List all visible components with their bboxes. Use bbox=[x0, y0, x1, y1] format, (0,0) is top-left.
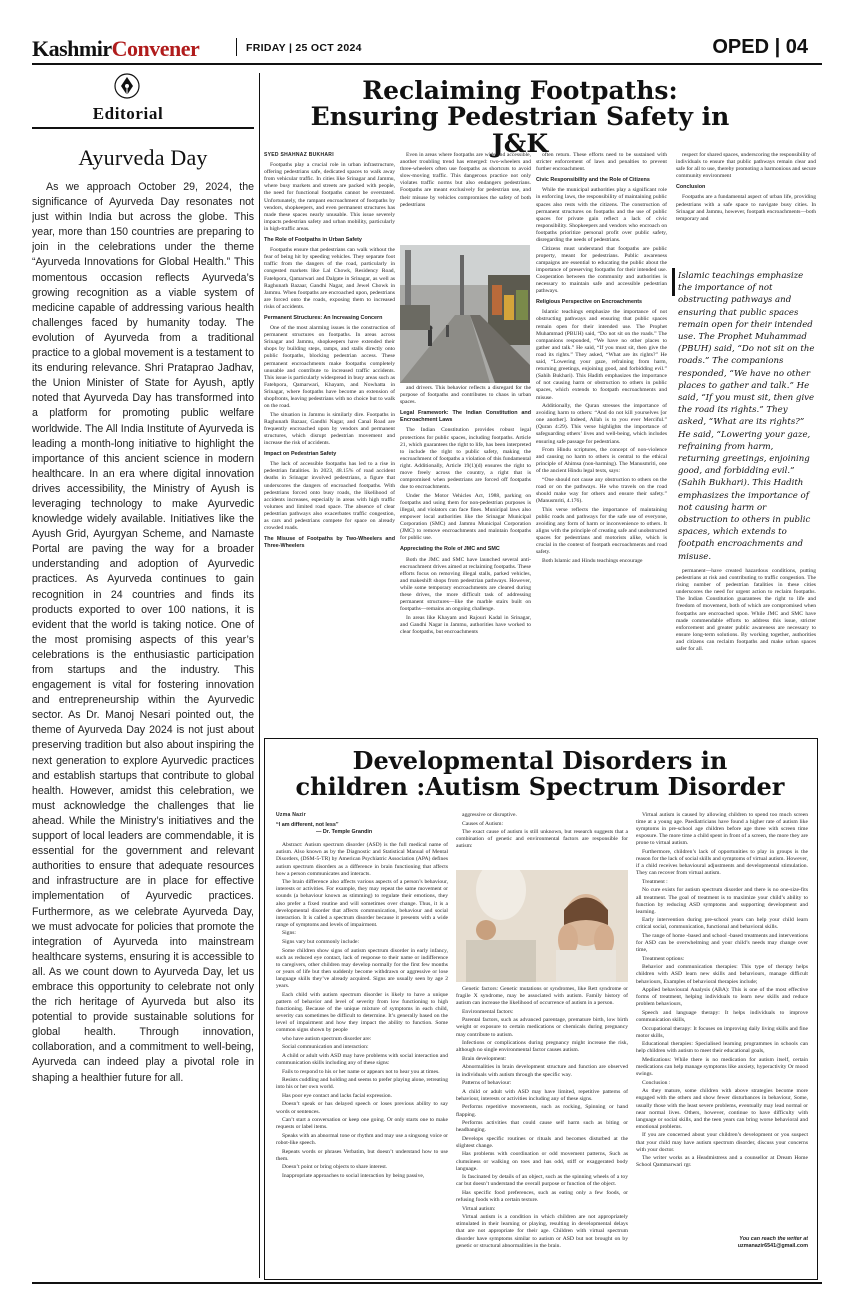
paragraph: Footpaths ensure that pedestrians can walk without the fear of being hit by speeding vehicles. They separate foot traffic from the dangers of the road, particularly in congested markets like Lal Chowk, Residency Road, Fatehpora, Qamarwari and Dalgate in Srinagar, as well as Raghunath Bazaar, Gandhi Nagar, and Jewel Chowk in Jammu. When footpaths are encroached upon, pedestrians are forced onto the roads, exposing them to increased risks of accidents. bbox=[264, 247, 395, 310]
paragraph: Performs repetitive movements, such as rocking, Spinning or hand flapping. bbox=[456, 1104, 628, 1118]
paragraph: The range of home -based and school -based treatments and interventions for ASD can be overwhelming and your child’s needs may change over time, bbox=[636, 933, 808, 954]
paragraph: Genetic factors: Genetic mutations or syndromes, like Rett syndrome or fragile X syndrome, may be associated with autism. Family history of autism can increase the likelihood of occurrence of autism in a person. bbox=[456, 986, 628, 1007]
paragraph: Speech and language therapy: It helps individuals to improve communication skills, bbox=[636, 1009, 808, 1024]
article2-column-2-top bbox=[456, 812, 628, 870]
paragraph: Islamic teachings emphasize the importance of not obstructing pathways and ensuring that public spaces remain open for their intended use. The Prophet Muhammad (PBUH) said, “Do not sit on the roads.” The companions responded, “We have no other places to gather and talk.” He said, “If you must sit, then give the road its rights.” They asked, “What are its rights?” He said, “Lowering your gaze, refraining from harm, returning greetings, enjoining good, and forbidding evil.” (Sahih Bukhari). This Hadith emphasizes the importance of not causing harm or obstruction to others in public spaces, which extends to footpath encroachments and misuse. bbox=[536, 309, 667, 401]
editorial-label: Editorial bbox=[92, 104, 164, 123]
paragraph: who have autism spectrum disorder are: bbox=[282, 1035, 372, 1042]
paragraph: A child or adult with ASD may have problems with social interaction and communication skills including any of these signs: bbox=[276, 1052, 448, 1066]
paragraph: Both Islamic and Hindu teachings encourage bbox=[542, 558, 643, 565]
article1-column-4-top bbox=[676, 152, 816, 252]
subheading: Religious Perspective on Encroachments bbox=[536, 299, 643, 306]
article1-byline: SYED SHAHNAZ BUKHARI bbox=[264, 152, 334, 158]
article1-pull-quote bbox=[678, 270, 816, 560]
paragraph: Repeats words or phrases Verbatim, but doesn’t understand how to use them. bbox=[276, 1148, 448, 1162]
paragraph: Footpaths play a crucial role in urban infrastructure, offering pedestrians safe, dedicated spaces to walk away from vehicular traffic. In cities like Srinagar and Jammu, where busy markets and streets are packed with people, the need for functional footpaths cannot be overstated. Unfortunately, the rampant encroachment of footpaths by vendors, shopkeepers, and even permanent structures has made these spaces nearly unusable. This issue severely impacts pedestrian safety and urban mobility, particularly in high-traffic areas. bbox=[264, 162, 395, 232]
article1-column-2-top bbox=[400, 152, 531, 244]
paragraph: No cure exists for autism spectrum disorder and there is no one-size-fits all treatment. The goal of treatment is to maximize your child’s ability to function by reducing ASD symptoms and supporting development and learning. bbox=[636, 887, 808, 915]
pull-quote-bar bbox=[672, 268, 675, 296]
article2-child-photo bbox=[456, 870, 628, 982]
child-with-hands-on-face-image bbox=[456, 870, 628, 982]
paragraph: Both the JMC and SMC have launched several anti-encroachment drives aimed at reclaiming footpaths. These efforts focus on removing illegal stalls, parked vehicles, and makeshift shops from pedestrian pathways. However, while some temporary encroachments are cleared during these drives, the more difficult task of addressing permanent structures—like the marble stairs built on footpaths—remains an ongoing challenge. bbox=[400, 556, 531, 613]
subheading: Civic Responsibility and the Role of Citizens bbox=[536, 177, 650, 184]
masthead-name-part1: Kashmir bbox=[32, 36, 112, 61]
article2-contact-email[interactable]: uzmanazir6541@gmail.com bbox=[737, 1243, 808, 1250]
editorial-rule-top bbox=[32, 127, 254, 129]
article1-col4-bottom-text: permanent—have created hazardous conditions, putting pedestrians at risk and contributing to traffic congestion. The rising number of pedestrian fatalities in these cities underscores the need for urgent action to reclaim footpaths. The Indian Constitution guarantees the right to life and freedom of movement, both of which are compromised when footpaths are encroached upon. While JMC and SMC have made commendable efforts to address this issue, stricter enforcement and greater public awareness are necessary to ensure long-term solutions. By working together, authorities and citizens can reclaim footpaths and make urban spaces safer for all. bbox=[676, 568, 816, 653]
article2-column-3 bbox=[636, 812, 808, 1272]
paragraph: Medications: While there is no medication for autism itself, certain medications can help manage symptoms like anxiety, hyperactivity Or mood swings. bbox=[636, 1057, 808, 1078]
paragraph: Each child with autism spectrum disorder is likely to have a unique pattern of behavior and level of severity from low functioning to high functioning. Because of the unique mixture of symptoms in each child, severity can sometimes be difficult to determine. It’s generally based on the level of impairment and how they impact the ability to function. Some common signs shown by people bbox=[276, 991, 448, 1034]
subheading: Permanent Structures: An Increasing Concern bbox=[264, 314, 383, 321]
subheading: Legal Framework: The Indian Constitution and Encroachment Laws bbox=[400, 410, 531, 424]
subheading: Appreciating the Role of JMC and SMC bbox=[400, 546, 500, 553]
paragraph: Virtual autism: bbox=[462, 1205, 496, 1212]
paragraph: Additionally, the Quran stresses the importance of avoiding harm to others: “And do not kill yourselves [or one another]. Indeed, Allah is to you ever Merciful.” (Quran 4:29). This verse highlights the importance of safeguarding others’ lives and well-being, which includes ensuring safe passage for pedestrians. bbox=[536, 403, 667, 445]
paragraph: Applied behavioural Analysis (ABA): This is one of the most effective forms of treatment, helping individuals to learn new skills and reduce problem behaviours, bbox=[636, 987, 808, 1008]
article2-column-3-text bbox=[636, 812, 808, 1230]
paragraph: While the municipal authorities play a significant role in enforcing laws, the responsibility of maintaining public spaces also rests with the citizens. The construction of permanent structures on footpaths and the use of public spaces for private gain reflect a lack of civic responsibility. Shopkeepers and vendors who encroach on footpaths prioritize personal profit over public safety, disregarding the needs of pedestrians. bbox=[536, 187, 667, 244]
paragraph: Fails to respond to his or her name or appears not to hear you at times. bbox=[282, 1068, 440, 1075]
article1-column-4-bottom bbox=[676, 568, 816, 730]
paragraph: In areas like Khayam and Rajouri Kadal in Srinagar, and Gandhi Nagar in Jammu, authorities have worked to clear footpaths, but encroachments bbox=[400, 614, 531, 635]
subheading: Conclusion bbox=[676, 184, 706, 191]
paragraph: Infections or complications during pregnancy might increase the risk, although no single environmental factor causes autism. bbox=[456, 1040, 628, 1054]
paragraph: Inappropriate approaches to social interaction by being passive, bbox=[282, 1172, 425, 1179]
paragraph: As they mature, some children with above strategies become more engaged with the others and show fewer disturbances in behaviour, Some, usually those with the least severe problems, eventually may lead normal or near normal lives. Others, however, continue to have difficulty with language or social skills, and the teen years can bring worse behavioral and emotional problems. bbox=[636, 1088, 808, 1130]
article2-epigraph-author: — Dr. Temple Grandin bbox=[316, 829, 373, 836]
paragraph: The Indian Constitution provides robust legal protections for public spaces, including footpaths. Article 21, which guarantees the right to life, has been interpreted to include the right to public safety, making the encroachment of footpaths a violation of this fundamental right. Additionally, Article 19(1)(d) ensures the right to move freely across the country, a right that is compromised when pedestrians are forced off footpaths due to encroachments. bbox=[400, 427, 531, 491]
paragraph: Has specific food preferences, such as eating only a few foods, or refusing foods with a certain texture. bbox=[456, 1189, 628, 1204]
paragraph: Has problems with coordination or odd movement patterns, Such as clumsiness or walking on toes and has odd, stiff or exaggerated body language. bbox=[456, 1151, 628, 1172]
article2-column-1-text bbox=[276, 842, 448, 1180]
paragraph: Footpaths are a fundamental aspect of urban life, providing pedestrians with a safe space to navigate busy cities. In Srinagar and Jammu, however, footpath encroachments—both temporary and bbox=[676, 194, 816, 222]
paragraph: respect for shared spaces, underscoring the responsibility of individuals to ensure that public pathways remain clear and safe for all to use, thereby promoting a harmonious and secure community environment bbox=[676, 152, 816, 180]
paragraph: Signs: bbox=[282, 930, 296, 937]
paragraph: “One should not cause any obstruction to others on the road or on the pathways. He who travels on the road should make way for others and ensure their safety.” (Manusmriti, 4.176). bbox=[536, 477, 667, 505]
article2-column-2-bottom bbox=[456, 986, 628, 1272]
paragraph: One of the most alarming issues is the construction of permanent structures on footpaths. In areas across Srinagar and Jammu, shopkeepers have extended their shops by building steps, ramps, and stalls directly onto public footpaths, blocking pedestrian access. These permanent encroachments make footpaths completely unusable and contribute to increased traffic accidents. This issue is particularly widespread in busy areas such as Fatehpora, Qamarwari, Khayam, and Nowhatta in Srinagar, where footpaths have become an extension of shopfronts, leaving pedestrians with no choice but to walk on the road. bbox=[264, 325, 395, 410]
paragraph: Under the Motor Vehicles Act, 1988, parking on footpaths and using them for non-pedestrian purposes is illegal, and violators can face fines. Municipal laws also empower local authorities like the Srinagar Municipal Corporation (SMC) and Jammu Municipal Corporation (JMC) to remove encroachments and maintain footpaths for public use. bbox=[400, 492, 531, 542]
paragraph: Conclusion : bbox=[642, 1079, 671, 1086]
paragraph: Brain development: bbox=[462, 1055, 507, 1062]
article2-column-1 bbox=[276, 812, 448, 1272]
paragraph: A child or adult with ASD may have limited, repetitive patterns of behaviour, interests or activities including any of these signs. bbox=[456, 1088, 628, 1102]
paragraph: The exact cause of autism is still unknown, but research suggests that a combination of genetic and environmental factors are responsible for autism: bbox=[456, 829, 628, 850]
paragraph: Can’t start a conversation or keep one going. Or only starts one to make requests or label items. bbox=[276, 1117, 448, 1131]
masthead bbox=[32, 34, 822, 64]
paragraph: Virtual autism is a condition in which children are not appropriately stimulated in their learning or playing, resulting in developmental delays that are not appropriate for their age. Children with virtual spectrum disorder have symptoms similar to autism or ASD but not brought on by genetic or structural abnormalities in the brain. bbox=[456, 1214, 628, 1249]
paragraph: often return. These efforts need to be sustained with stricter enforcement of laws and penalties to prevent further encroachment. bbox=[536, 152, 667, 173]
paragraph: aggressive or disruptive. bbox=[462, 812, 517, 818]
pull-quote-text: Islamic teachings emphasize the importance of not obstructing pathways and ensuring that public spaces remain open for their intended use. The Prophet Muhammad (PBUH) said, “Do not sit on the roads.” The companions responded, “We have no other places to gather and talk.” He said, “If you must sit, then give the road its rights.” They asked, “What are its rights?” He said, “Lowering your gaze, refraining from harm, returning greetings, enjoining good, and forbidding evil.” (Sahih Bukhari). This Hadith emphasizes the importance of not causing harm or obstruction to others in public spaces, which extends to footpath encroachments and misuse. bbox=[678, 271, 815, 560]
paragraph: The situation in Jammu is similarly dire. Footpaths in Raghunath Bazaar, Gandhi Nagar, and Canal Road are frequently encroached upon by vendors and permanent structures, which disrupt pedestrian movement and increase the risk of accidents. bbox=[264, 411, 395, 447]
section-label: OPED | 04 bbox=[712, 36, 808, 58]
article1-street-photo bbox=[400, 245, 530, 383]
paragraph: Behavior and communication therapies: This type of therapy helps children with ASD learn new skills and behaviours, manage difficult behaviours, Examples of behavioral therapies include; bbox=[636, 964, 808, 985]
article1-column-1 bbox=[264, 152, 395, 730]
masthead-divider bbox=[236, 38, 237, 56]
paragraph: Treatment : bbox=[642, 878, 668, 885]
paragraph: Develops specific routines or rituals and becomes disturbed at the slightest change. bbox=[456, 1135, 628, 1149]
article1-column-2-bottom bbox=[400, 385, 531, 730]
paragraph: If you are concerned about your children’s development or you suspect that your child may have autism spectrum disorder, discuss your concerns with your doctor. bbox=[636, 1132, 808, 1153]
paragraph: Signs vary but commonly include: bbox=[282, 939, 360, 945]
paragraph: Resists cuddling and holding and seems to prefer playing alone, retreating into his or her own world. bbox=[276, 1077, 448, 1091]
paragraph: This verse reflects the importance of maintaining public roads and pathways for the safe use of everyone, avoiding any form of harm or inconvenience to others. It aligns with the principle of creating safe and unobstructed spaces for pedestrians and motorists alike, which is crucial in the context of footpath encroachments and road safety. bbox=[536, 506, 667, 556]
paragraph: The writer works as a Headmistress and a counsellor at Dream Home School Qammarwari rgr. bbox=[636, 1155, 808, 1169]
article2-headline-line2: children :Autism Spectrum Disorder bbox=[295, 772, 785, 801]
masthead-name-part2: Convener bbox=[111, 36, 200, 61]
page-bottom-rule bbox=[32, 1282, 822, 1284]
article1-column-3 bbox=[536, 152, 667, 730]
paragraph: From Hindu scriptures, the concept of non-violence and causing no harm to others is central to the ethical principle of Ahimsa (non-harming). The Manusmriti, one of the ancient Hindu legal texts, says: bbox=[536, 447, 667, 475]
paragraph: Citizens must understand that footpaths are public property, meant for pedestrians. Public awareness campaigns are essential to educating the public about the importance of preserving footpaths for their intended use. Cooperation between the community and authorities is necessary to maintain safe and accessible pedestrian pathways. bbox=[536, 245, 667, 295]
paragraph: Environmental factors: bbox=[462, 1008, 514, 1015]
paragraph: Parental factors, such as advanced parentage, premature birth, low birth weight or exposure to certain medications or chemicals during pregnancy may contribute to autism. bbox=[456, 1017, 628, 1038]
editorial-icon bbox=[114, 73, 140, 99]
editorial-title: Ayurveda Day bbox=[78, 145, 208, 170]
article2-epigraph: “I am different, not less” bbox=[276, 822, 339, 829]
subheading: Impact on Pedestrian Safety bbox=[264, 451, 337, 458]
street-scene-image bbox=[400, 245, 530, 383]
subheading: The Misuse of Footpaths by Two-Wheelers and Three-Wheelers bbox=[264, 536, 395, 550]
paragraph: Even in areas where footpaths are wide and accessible, another troubling trend has emerged: two-wheelers and three-wheelers often use footpaths as shortcuts to avoid slow-moving traffic. This dangerous practice not only violates traffic norms but also endangers pedestrians. Footpaths are meant exclusively for pedestrian use, and their misuse by vehicles compromises the safety of both pedestrians bbox=[400, 152, 531, 208]
pen-nib-icon bbox=[114, 73, 140, 99]
paragraph: Doesn’t point or bring objects to share interest. bbox=[282, 1164, 388, 1171]
article2-contact-label: You can reach the writer at bbox=[739, 1236, 808, 1242]
paragraph: Furthermore, children’s lack of opportunities to play in groups is the reason for the lack of social skills and symptoms of virtual autism. However, if a child receives behavioural adjustments and developmental stimulation. They can recover from virtual autism. bbox=[636, 848, 808, 877]
paragraph: Virtual autism is caused by allowing children to spend too much screen time at a young age. Paediatricians have found a higher rate of autism like symptoms in pre-school age children before age three with screen time exposure. The more time a child spent in front of a screen, the more they are prone to virtual autism. bbox=[636, 812, 808, 847]
article2-headline-line1: Developmental Disorders in bbox=[352, 746, 728, 775]
paragraph: Patterns of behaviour: bbox=[462, 1080, 512, 1087]
paragraph: Early intervention during pre-school years can help your child learn critical social, communication, functional and behavioral skills. bbox=[636, 917, 808, 931]
paragraph: and drivers. This behavior reflects a disregard for the purpose of footpaths and contributes to chaos in urban spaces. bbox=[400, 385, 531, 406]
paragraph: Has poor eye contact and lacks facial expression. bbox=[282, 1092, 392, 1099]
paragraph: Abstract: Autism spectrum disorder (ASD) is the full medical name of autism. Also known as by the Diagnostic and Statistical Manual of Mental Disorders, (DSM-5-TR) by American Psychiatric Association (APA) defines autism spectrum disorders as a difference in brain functioning that affects how a person communicates and interacts. bbox=[276, 842, 448, 877]
issue-date: FRIDAY | 25 OCT 2024 bbox=[246, 42, 362, 54]
paragraph: Occupational therapy: It focuses on improving daily living skills and fine motor skills, bbox=[636, 1025, 808, 1039]
masthead-rule bbox=[32, 63, 822, 65]
paragraph: Speaks with an abnormal tone or rhythm and may use a singsong voice or robot-like speech. bbox=[276, 1132, 448, 1146]
article2-byline: Uzma Nazir bbox=[276, 812, 306, 818]
paragraph: Is fascinated by details of an object, such as the spinning wheels of a toy car but doesn’t understand the overall purpose or function of the object. bbox=[456, 1174, 628, 1188]
paragraph: Social communication and interaction: bbox=[282, 1044, 369, 1051]
paragraph: The lack of accessible footpaths has led to a rise in pedestrian fatalities. In 2023, 48.15% of road accident deaths in Srinagar involved pedestrians, a figure that underscores the dangers of encroached footpaths. With pedestrians forced onto busy roads, the likelihood of accidents increases, especially in areas with high traffic volumes and limited road space. The absence of clear pedestrian pathways also exacerbates traffic congestion, as cars and pedestrians compete for space on already crowded roads. bbox=[264, 461, 395, 532]
paragraph: Doesn’t speak or has delayed speech or loses previous ability to say words or sentences. bbox=[276, 1101, 448, 1115]
paragraph: The brain difference also affects various aspects of a person’s behaviour, interests or activities. For example, they may repeat the same movement or sounds (a behaviour known as stimming) to regulate their emotions, they also prefer a fixed routine and will sometimes over change. Thus, it is a developmental disorder that affects communication, behaviour and social interaction. It is called a spectrum disorder because it presents with a wide range of symptoms and levels of impairment. bbox=[276, 879, 448, 928]
paragraph: Some children show signs of autism spectrum disorder in early infancy, such as reduced eye contact, lack of response to their name or indifference to caregivers, other children may develop normally for the first few months or years of life but then suddenly become withdrawn or aggressive or lose language skills they’ve already acquired. Signs are usually seen by age 2 years. bbox=[276, 947, 448, 990]
subheading: The Role of Footpaths in Urban Safety bbox=[264, 237, 362, 244]
paragraph: Abnormalities in brain development structure and function are observed in individuals with autism through the specific way. bbox=[456, 1064, 628, 1078]
editorial-body bbox=[32, 180, 254, 1270]
paragraph: Causes of Autism: bbox=[462, 820, 504, 827]
paragraph: Treatment options: bbox=[642, 955, 685, 962]
paragraph: Performs activities that could cause self harm such as biting or headbanging. bbox=[456, 1120, 628, 1134]
editorial-paragraph: As we approach October 29, 2024, the significance of Ayurveda Day resonates not just within India but across the globe. This year, more than 150 countries are preparing to join in the celebrations under the theme “Ayurveda Innovations for Global Health.” This momentous occasion reflects Ayurveda’s growing recognition as a viable system of medicine capable of addressing various health challenges faced by humanity today. The evolution of Ayurveda from a traditional practice to a global movement is a testament to its enduring relevance. Shri Prataprao Jadhav, the Union Minister of State for Ayush, aptly noted that Ayurveda Day has transformed into a platform for promoting public welfare worldwide. The All India Institute of Ayurveda is leading a month-long initiative to highlight the importance of this ancient science in modern healthcare. In an era where digital innovation drives accessibility, the Ministry of Ayush is leveraging technology to make Ayurvedic knowledge widely available. Initiatives like the Ayush Grid, Ayurgyan Scheme, and Namaste Portal are paving the way for a broader understanding and adoption of Ayurvedic practices. As Ayurveda continues to gain recognition in 24 countries and finds its products exported to over 100 nations, it is evident that the world is taking notice. One of the most promising aspects of this year’s celebrations is the enthusiastic participation from startups and the industry. This engagement is vital for fostering innovation and entrepreneurship within the Ayurvedic sector. As Dr. Manoj Nesari pointed out, the theme of Ayurveda Day 2024 is not just about preserving tradition but also about inspiring the next generation to explore Ayurvedic practices and establish startups that contribute to global health. However, amidst this celebration, we must acknowledge the challenges that lie ahead. While the Ministry’s initiatives and the support of local leaders are commendable, it is essential for the government and relevant authorities to ensure that adequate resources and infrastructure are in place for effective implementation of Ayurvedic practices. Furthermore, as we celebrate Ayurveda Day, we must advocate for policies that promote the integration of Ayurveda into mainstream healthcare systems, ensuring it is accessible to all. As we count down to Ayurveda Day, let us embrace this opportunity to celebrate not only the rich heritage of Ayurveda but also its potential to provide sustainable solutions for global health. Through innovation, collaboration, and a commitment to well-being, Ayurveda can indeed play a pivotal role in shaping a healthier future for all. bbox=[32, 181, 254, 1084]
article1-headline: Reclaiming Footpaths: Ensuring Pedestrian Safety in J&K bbox=[310, 76, 730, 158]
paragraph: Educational therapies: Specialised learning programmes in schools can help children with autism to meet their educational goals, bbox=[636, 1041, 808, 1055]
masthead-logo bbox=[32, 36, 199, 62]
